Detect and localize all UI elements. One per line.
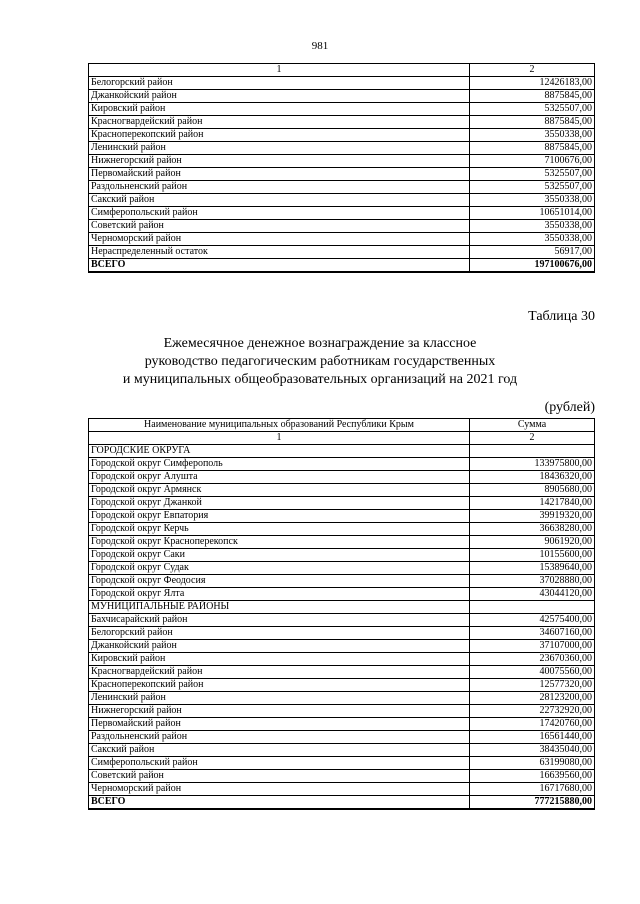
municipality-name: Черноморский район [89, 783, 470, 796]
column-number-row [89, 64, 595, 77]
municipality-name: Кировский район [89, 653, 470, 666]
amount-value: 43044120,00 [470, 588, 595, 601]
amount-value: 7100676,00 [470, 155, 595, 168]
class-teacher-remuneration-table [88, 418, 595, 810]
amount-value: 18436320,00 [470, 471, 595, 484]
amount-value: 8875845,00 [470, 90, 595, 103]
empty-cell [470, 601, 595, 614]
section-header-row [89, 445, 595, 458]
municipality-name: Городской округ Красноперекопск [89, 536, 470, 549]
table-row [89, 510, 595, 523]
table-row [89, 142, 595, 155]
column-number: 2 [470, 64, 595, 77]
amount-value: 12426183,00 [470, 77, 595, 90]
column-number-row [89, 432, 595, 445]
amount-value: 63199080,00 [470, 757, 595, 770]
amount-value: 777215880,00 [470, 796, 595, 810]
municipality-name: Джанкойский район [89, 640, 470, 653]
table-row [89, 103, 595, 116]
table-row [89, 692, 595, 705]
table-row [89, 207, 595, 220]
municipality-name: Городской округ Армянск [89, 484, 470, 497]
table-row [89, 718, 595, 731]
municipality-name: Городской округ Саки [89, 549, 470, 562]
table-row [89, 116, 595, 129]
table-title-line: руководство педагогическим работникам государственных [144, 354, 496, 369]
amount-value: 22732920,00 [470, 705, 595, 718]
table-title [60, 335, 580, 389]
table-row [89, 536, 595, 549]
municipality-name: Городской округ Алушта [89, 471, 470, 484]
table-row [89, 168, 595, 181]
amount-value: 16639560,00 [470, 770, 595, 783]
municipality-name: Советский район [89, 220, 470, 233]
amount-value: 40075560,00 [470, 666, 595, 679]
municipality-name: Городской округ Евпатория [89, 510, 470, 523]
municipality-name: Городской округ Феодосия [89, 575, 470, 588]
municipality-name: Красноперекопский район [89, 679, 470, 692]
table-row [89, 731, 595, 744]
amount-value: 16561440,00 [470, 731, 595, 744]
amount-value: 197100676,00 [470, 259, 595, 273]
table-row [89, 705, 595, 718]
municipality-name: Первомайский район [89, 718, 470, 731]
municipality-name: Ленинский район [89, 142, 470, 155]
table-row [89, 246, 595, 259]
municipality-name: Городской округ Ялта [89, 588, 470, 601]
municipality-name: Городской округ Джанкой [89, 497, 470, 510]
municipality-name: Нижнегорский район [89, 155, 470, 168]
municipality-name: МУНИЦИПАЛЬНЫЕ РАЙОНЫ [89, 601, 470, 614]
municipality-name: Симферопольский район [89, 757, 470, 770]
amount-value: 37107000,00 [470, 640, 595, 653]
amount-value: 5325507,00 [470, 181, 595, 194]
table-row [89, 783, 595, 796]
table-row [89, 194, 595, 207]
amount-value: 39919320,00 [470, 510, 595, 523]
municipality-name: Нижнегорский район [89, 705, 470, 718]
amount-value: 23670360,00 [470, 653, 595, 666]
amount-value: 3550338,00 [470, 129, 595, 142]
table-row [89, 575, 595, 588]
municipality-name: Бахчисарайский район [89, 614, 470, 627]
municipality-name: Сакский район [89, 194, 470, 207]
table-row [89, 588, 595, 601]
amount-value: 17420760,00 [470, 718, 595, 731]
table-row [89, 77, 595, 90]
table-row [89, 627, 595, 640]
municipality-name: Нераспределенный остаток [89, 246, 470, 259]
table-row [89, 458, 595, 471]
municipality-name: Симферопольский район [89, 207, 470, 220]
table-title-line: Ежемесячное денежное вознаграждение за классное [163, 336, 477, 351]
table-title-line: и муниципальных общеобразовательных организаций на 2021 год [122, 372, 518, 387]
municipality-name: Городской округ Судак [89, 562, 470, 575]
amount-value: 42575400,00 [470, 614, 595, 627]
column-number: 1 [89, 64, 470, 77]
amount-value: 3550338,00 [470, 233, 595, 246]
amount-value: 34607160,00 [470, 627, 595, 640]
table-row [89, 523, 595, 536]
amount-value: 8875845,00 [470, 116, 595, 129]
table-row [89, 90, 595, 103]
amount-value: 133975800,00 [470, 458, 595, 471]
amount-value: 8875845,00 [470, 142, 595, 155]
municipality-name: ВСЕГО [89, 796, 470, 810]
table-row [89, 471, 595, 484]
amount-value: 3550338,00 [470, 194, 595, 207]
table-row [89, 640, 595, 653]
total-row [89, 259, 595, 273]
amount-value: 12577320,00 [470, 679, 595, 692]
table-row [89, 549, 595, 562]
column-number: 1 [89, 432, 470, 445]
table-row [89, 562, 595, 575]
amount-value: 10651014,00 [470, 207, 595, 220]
table-row [89, 679, 595, 692]
table-row [89, 757, 595, 770]
amount-value: 37028880,00 [470, 575, 595, 588]
amount-value: 14217840,00 [470, 497, 595, 510]
municipality-name: Советский район [89, 770, 470, 783]
amount-value: 9061920,00 [470, 536, 595, 549]
municipality-name: ВСЕГО [89, 259, 470, 273]
table-row [89, 770, 595, 783]
page-number: 981 [311, 40, 329, 52]
total-row [89, 796, 595, 810]
municipality-name: Городской округ Керчь [89, 523, 470, 536]
municipality-name: Сакский район [89, 744, 470, 757]
table-row [89, 181, 595, 194]
municipality-name: Белогорский район [89, 627, 470, 640]
table-row [89, 497, 595, 510]
amount-value: 28123200,00 [470, 692, 595, 705]
table-row [89, 653, 595, 666]
units-label: (рублей) [544, 400, 595, 415]
amount-value: 5325507,00 [470, 103, 595, 116]
municipality-name: Красногвардейский район [89, 116, 470, 129]
table-row [89, 233, 595, 246]
municipality-name: Джанкойский район [89, 90, 470, 103]
table-label: Таблица 30 [528, 309, 595, 324]
amount-value: 56917,00 [470, 246, 595, 259]
amount-value: 8905680,00 [470, 484, 595, 497]
table-row [89, 155, 595, 168]
municipality-name: Кировский район [89, 103, 470, 116]
municipality-name: Красноперекопский район [89, 129, 470, 142]
table-row [89, 744, 595, 757]
municipality-name: Красногвардейский район [89, 666, 470, 679]
municipality-name: Ленинский район [89, 692, 470, 705]
section-header-row [89, 601, 595, 614]
amount-value: 10155600,00 [470, 549, 595, 562]
column-header-amount: Сумма [470, 419, 595, 432]
column-header-row [89, 419, 595, 432]
table-row [89, 129, 595, 142]
continued-allocation-table [88, 63, 595, 273]
municipality-name: Черноморский район [89, 233, 470, 246]
amount-value: 15389640,00 [470, 562, 595, 575]
amount-value: 38435040,00 [470, 744, 595, 757]
municipality-name: Первомайский район [89, 168, 470, 181]
column-number: 2 [470, 432, 595, 445]
column-header-municipality: Наименование муниципальных образований Республики Крым [89, 419, 470, 432]
amount-value: 5325507,00 [470, 168, 595, 181]
municipality-name: Раздольненский район [89, 731, 470, 744]
table-row [89, 484, 595, 497]
table-row [89, 666, 595, 679]
municipality-name: Городской округ Симферополь [89, 458, 470, 471]
table-row [89, 614, 595, 627]
empty-cell [470, 445, 595, 458]
table-row [89, 220, 595, 233]
amount-value: 36638280,00 [470, 523, 595, 536]
municipality-name: Белогорский район [89, 77, 470, 90]
municipality-name: Раздольненский район [89, 181, 470, 194]
amount-value: 16717680,00 [470, 783, 595, 796]
amount-value: 3550338,00 [470, 220, 595, 233]
municipality-name: ГОРОДСКИЕ ОКРУГА [89, 445, 470, 458]
